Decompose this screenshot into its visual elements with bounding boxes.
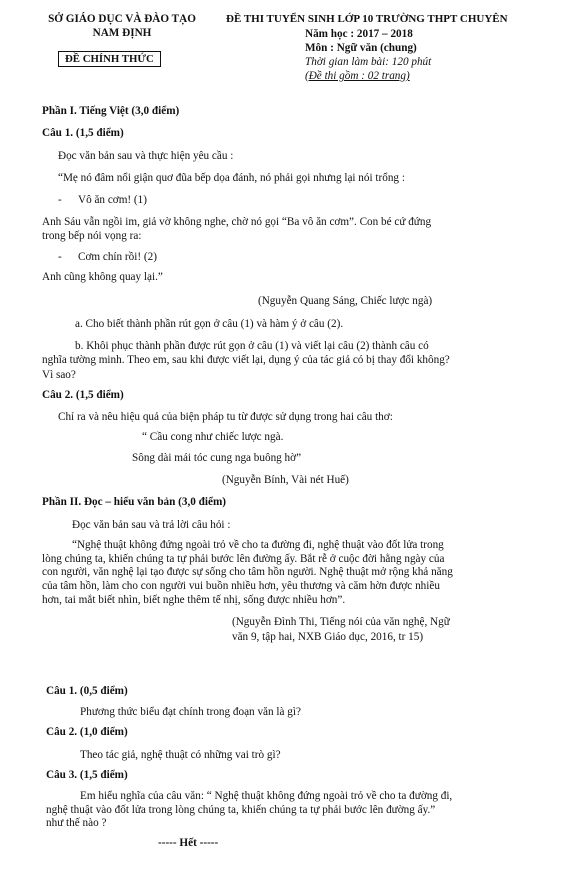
dialogue-text: Cơm chín rồi! (2): [78, 251, 157, 263]
part1-q1-dialogue2: [58, 250, 157, 264]
exam-info-block: [305, 27, 505, 83]
part1-q2-source: (Nguyễn Bính, Vài nét Huế): [222, 474, 349, 486]
time-limit: Thời gian làm bài: 120 phút: [305, 56, 432, 68]
part1-q1-title: Câu 1. (1,5 điểm): [42, 127, 124, 139]
part1-q1-task-a: a. Cho biết thành phần rút gọn ở câu (1) và hàm ý ở câu (2).: [75, 318, 344, 330]
part1-q2-text: Chỉ ra và nêu hiệu quả của biện pháp tu từ được sử dụng trong hai câu thơ:: [58, 411, 393, 423]
dash-mark: -: [58, 251, 62, 263]
source-line: văn 9, tập hai, NXB Giáo dục, 2016, tr 15): [232, 630, 424, 643]
part1-q1-quote-line1: “Mẹ nó đâm nổi giận quơ đũa bếp dọa đánh, nó phải gọi nhưng lại nói trổng :: [58, 172, 405, 184]
part2-q3-title: Câu 3. (1,5 điểm): [46, 769, 128, 781]
q3-line: Em hiểu nghĩa của câu văn: “ Nghệ thuật không đứng ngoài trỏ về cho ta đường đi,: [80, 790, 453, 802]
exam-title: ĐỀ THI TUYỂN SINH LỚP 10 TRƯỜNG THPT CHUYÊN: [226, 13, 508, 25]
department-name: SỞ GIÁO DỤC VÀ ĐÀO TẠO: [48, 13, 196, 25]
page-count: (Đề thi gồm : 02 trang): [305, 70, 410, 82]
q3-line: như thế nào ?: [46, 817, 107, 830]
passage-line: hơn, tai mắt biết nhìn, biết nghe thêm tế nhị, sống được nhiều hơn”.: [42, 593, 346, 606]
dialogue-text: Vô ăn cơm! (1): [78, 194, 147, 206]
dash-mark: -: [58, 194, 62, 206]
part2-q2-text: Theo tác giả, nghệ thuật có những vai trò gì?: [80, 749, 281, 761]
passage-line: của tâm hồn, làm cho con người vui buồn nhiều hơn, yêu thương và căm hờn được nhiều: [42, 579, 440, 592]
subject: Môn : Ngữ văn (chung): [305, 42, 417, 54]
part1-q2-title: Câu 2. (1,5 điểm): [42, 389, 124, 401]
passage-line: lòng chúng ta, khiến chúng ta tự phải bước lên đường ấy. Bắt rễ ở cuộc đời hằng ngày của: [42, 552, 445, 565]
part2-q1-text: Phương thức biểu đạt chính trong đoạn văn là gì?: [80, 706, 301, 718]
part2-q1-title: Câu 1. (0,5 điểm): [46, 685, 128, 697]
task-b-line: b. Khôi phục thành phần được rút gọn ở câu (1) và viết lại câu (2) thành câu có: [75, 340, 429, 352]
part1-q1-task-b: [42, 339, 552, 382]
source-line: (Nguyễn Đình Thi, Tiếng nói của văn nghệ, Ngữ: [232, 616, 450, 628]
task-b-line: nghĩa tường minh. Theo em, sau khi được viết lại, dụng ý của tác giả có bị thay đổi không?: [42, 354, 450, 367]
part2-q2-title: Câu 2. (1,0 điểm): [46, 726, 128, 738]
part1-q1-quote-end: Anh cũng không quay lại.”: [42, 271, 163, 283]
part1-q2-poem-line2: Sông dài mái tóc cung nga buông hờ”: [132, 452, 302, 464]
official-badge: ĐỀ CHÍNH THỨC: [58, 51, 161, 67]
part2-intro: Đọc văn bản sau và trả lời câu hỏi :: [72, 519, 231, 531]
passage-line: con người, văn nghệ lại tạo được sự sống cho tâm hồn người. Nghệ thuật mở rộng khả năng: [42, 566, 453, 579]
passage-line: “Nghệ thuật không đứng ngoài trỏ về cho ta đường đi, nghệ thuật vào đốt lửa trong: [72, 539, 444, 551]
narrative-line: Anh Sáu vẫn ngồi im, giả vờ không nghe, chờ nó gọi “Ba vô ăn cơm”. Con bé cứ đứng: [42, 216, 432, 228]
task-b-line: Vì sao?: [42, 368, 76, 381]
part2-source: [232, 615, 552, 644]
province-name: NAM ĐỊNH: [92, 27, 152, 40]
school-year: Năm học : 2017 – 2018: [305, 28, 413, 40]
part1-q1-dialogue1: [58, 193, 147, 207]
part1-q1-narrative: [42, 215, 552, 244]
part2-q3-text: [46, 790, 561, 831]
part2-passage: [42, 539, 557, 607]
official-badge-wrap: [58, 52, 161, 66]
narrative-line: trong bếp nói vọng ra:: [42, 230, 142, 243]
q3-line: nghệ thuật vào đốt lửa trong lòng chúng ta, khiến chúng ta tự phải bước lên đường ấy.”: [46, 803, 436, 816]
part2-title: Phần II. Đọc – hiểu văn bản (3,0 điểm): [42, 496, 226, 508]
department-block: [22, 12, 222, 41]
part1-title: Phần I. Tiếng Việt (3,0 điểm): [42, 105, 180, 117]
part1-q2-poem-line1: “ Cầu cong như chiếc lược ngà.: [142, 431, 284, 443]
part1-q1-source: (Nguyễn Quang Sáng, Chiếc lược ngà): [258, 295, 433, 307]
end-marker: ----- Hết -----: [158, 837, 219, 849]
part1-q1-intro: Đọc văn bản sau và thực hiện yêu cầu :: [58, 150, 234, 162]
